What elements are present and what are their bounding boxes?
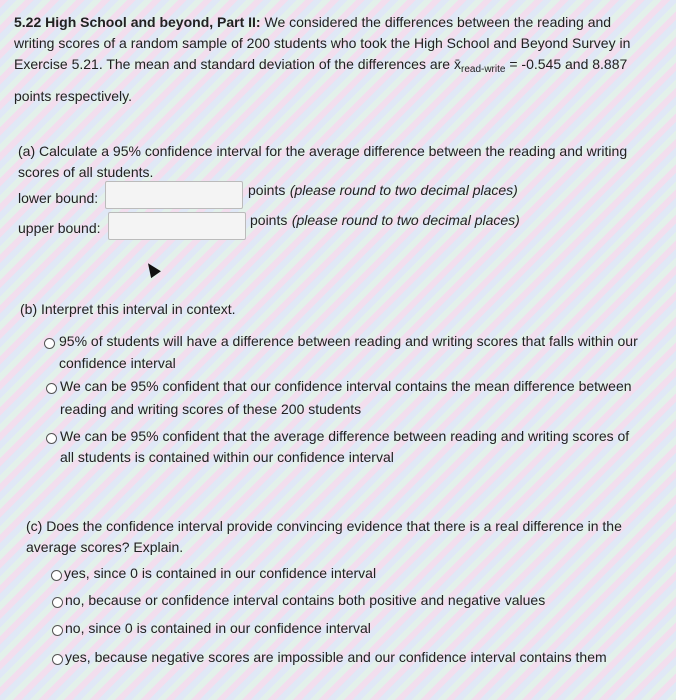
option-text-1a: 95% of students will have a difference between reading and writing scores that falls within our (59, 333, 638, 349)
lower-unit: points (248, 182, 286, 198)
radio-icon[interactable] (44, 338, 55, 349)
option-text-3a: We can be 95% confident that the average difference between reading and writing scores of (60, 428, 630, 444)
radio-icon[interactable] (52, 597, 63, 608)
intro-line-1 (14, 12, 664, 33)
option-text: no, because or confidence interval contains both positive and negative values (65, 592, 546, 608)
option-text-3b: all students is contained within our confidence interval (60, 449, 394, 465)
option-text-2a: We can be 95% confident that our confidence interval contains the mean difference between (60, 378, 632, 394)
upper-round-note: (please round to two decimal places) (291, 212, 520, 228)
part-a-question-1: (a) Calculate a 95% confidence interval for the average difference between the reading and writing (18, 143, 628, 159)
lower-bound-note (248, 182, 518, 200)
mouse-cursor-icon (143, 260, 161, 278)
option-text: no, since 0 is contained in our confidence interval (65, 620, 371, 636)
option-text: yes, since 0 is contained in our confidence interval (64, 565, 377, 581)
radio-icon[interactable] (52, 625, 63, 636)
part-a-question-2: scores of all students. (18, 164, 154, 180)
part-c-question-2: average scores? Explain. (26, 539, 184, 555)
radio-icon[interactable] (46, 433, 57, 444)
part-b-question: (b) Interpret this interval in context. (20, 301, 236, 317)
lower-bound-label: lower bound: (18, 190, 99, 206)
upper-unit: points (250, 212, 288, 228)
xbar-subscript: read-write (460, 64, 506, 75)
intro-text-1: We considered the differences between the reading and (264, 14, 612, 30)
problem-title: 5.22 High School and beyond, Part II: (14, 14, 261, 30)
upper-bound-note (250, 212, 520, 230)
radio-icon[interactable] (46, 383, 57, 394)
intro-text-3b: = -0.545 and 8.887 (509, 56, 628, 72)
intro-line-2: writing scores of a random sample of 200 students who took the High School and Beyond Survey in (14, 35, 631, 51)
lower-bound-input[interactable] (105, 181, 243, 209)
option-text-1b: confidence interval (59, 355, 176, 371)
lower-round-note: (please round to two decimal places) (289, 182, 518, 198)
upper-bound-input[interactable] (108, 212, 246, 240)
radio-icon[interactable] (51, 570, 62, 581)
part-c-question-1: (c) Does the confidence interval provide convincing evidence that there is a real difference in the (26, 518, 622, 534)
option-text: yes, because negative scores are impossible and our confidence interval contains them (65, 649, 607, 665)
intro-line-4: points respectively. (14, 88, 133, 104)
option-text-2b: reading and writing scores of these 200 students (60, 401, 362, 417)
intro-text-3a: Exercise 5.21. The mean and standard deviation of the differences are x̄ (14, 56, 461, 72)
upper-bound-label: upper bound: (18, 220, 101, 236)
intro-line-3 (14, 54, 674, 80)
radio-icon[interactable] (52, 654, 63, 665)
